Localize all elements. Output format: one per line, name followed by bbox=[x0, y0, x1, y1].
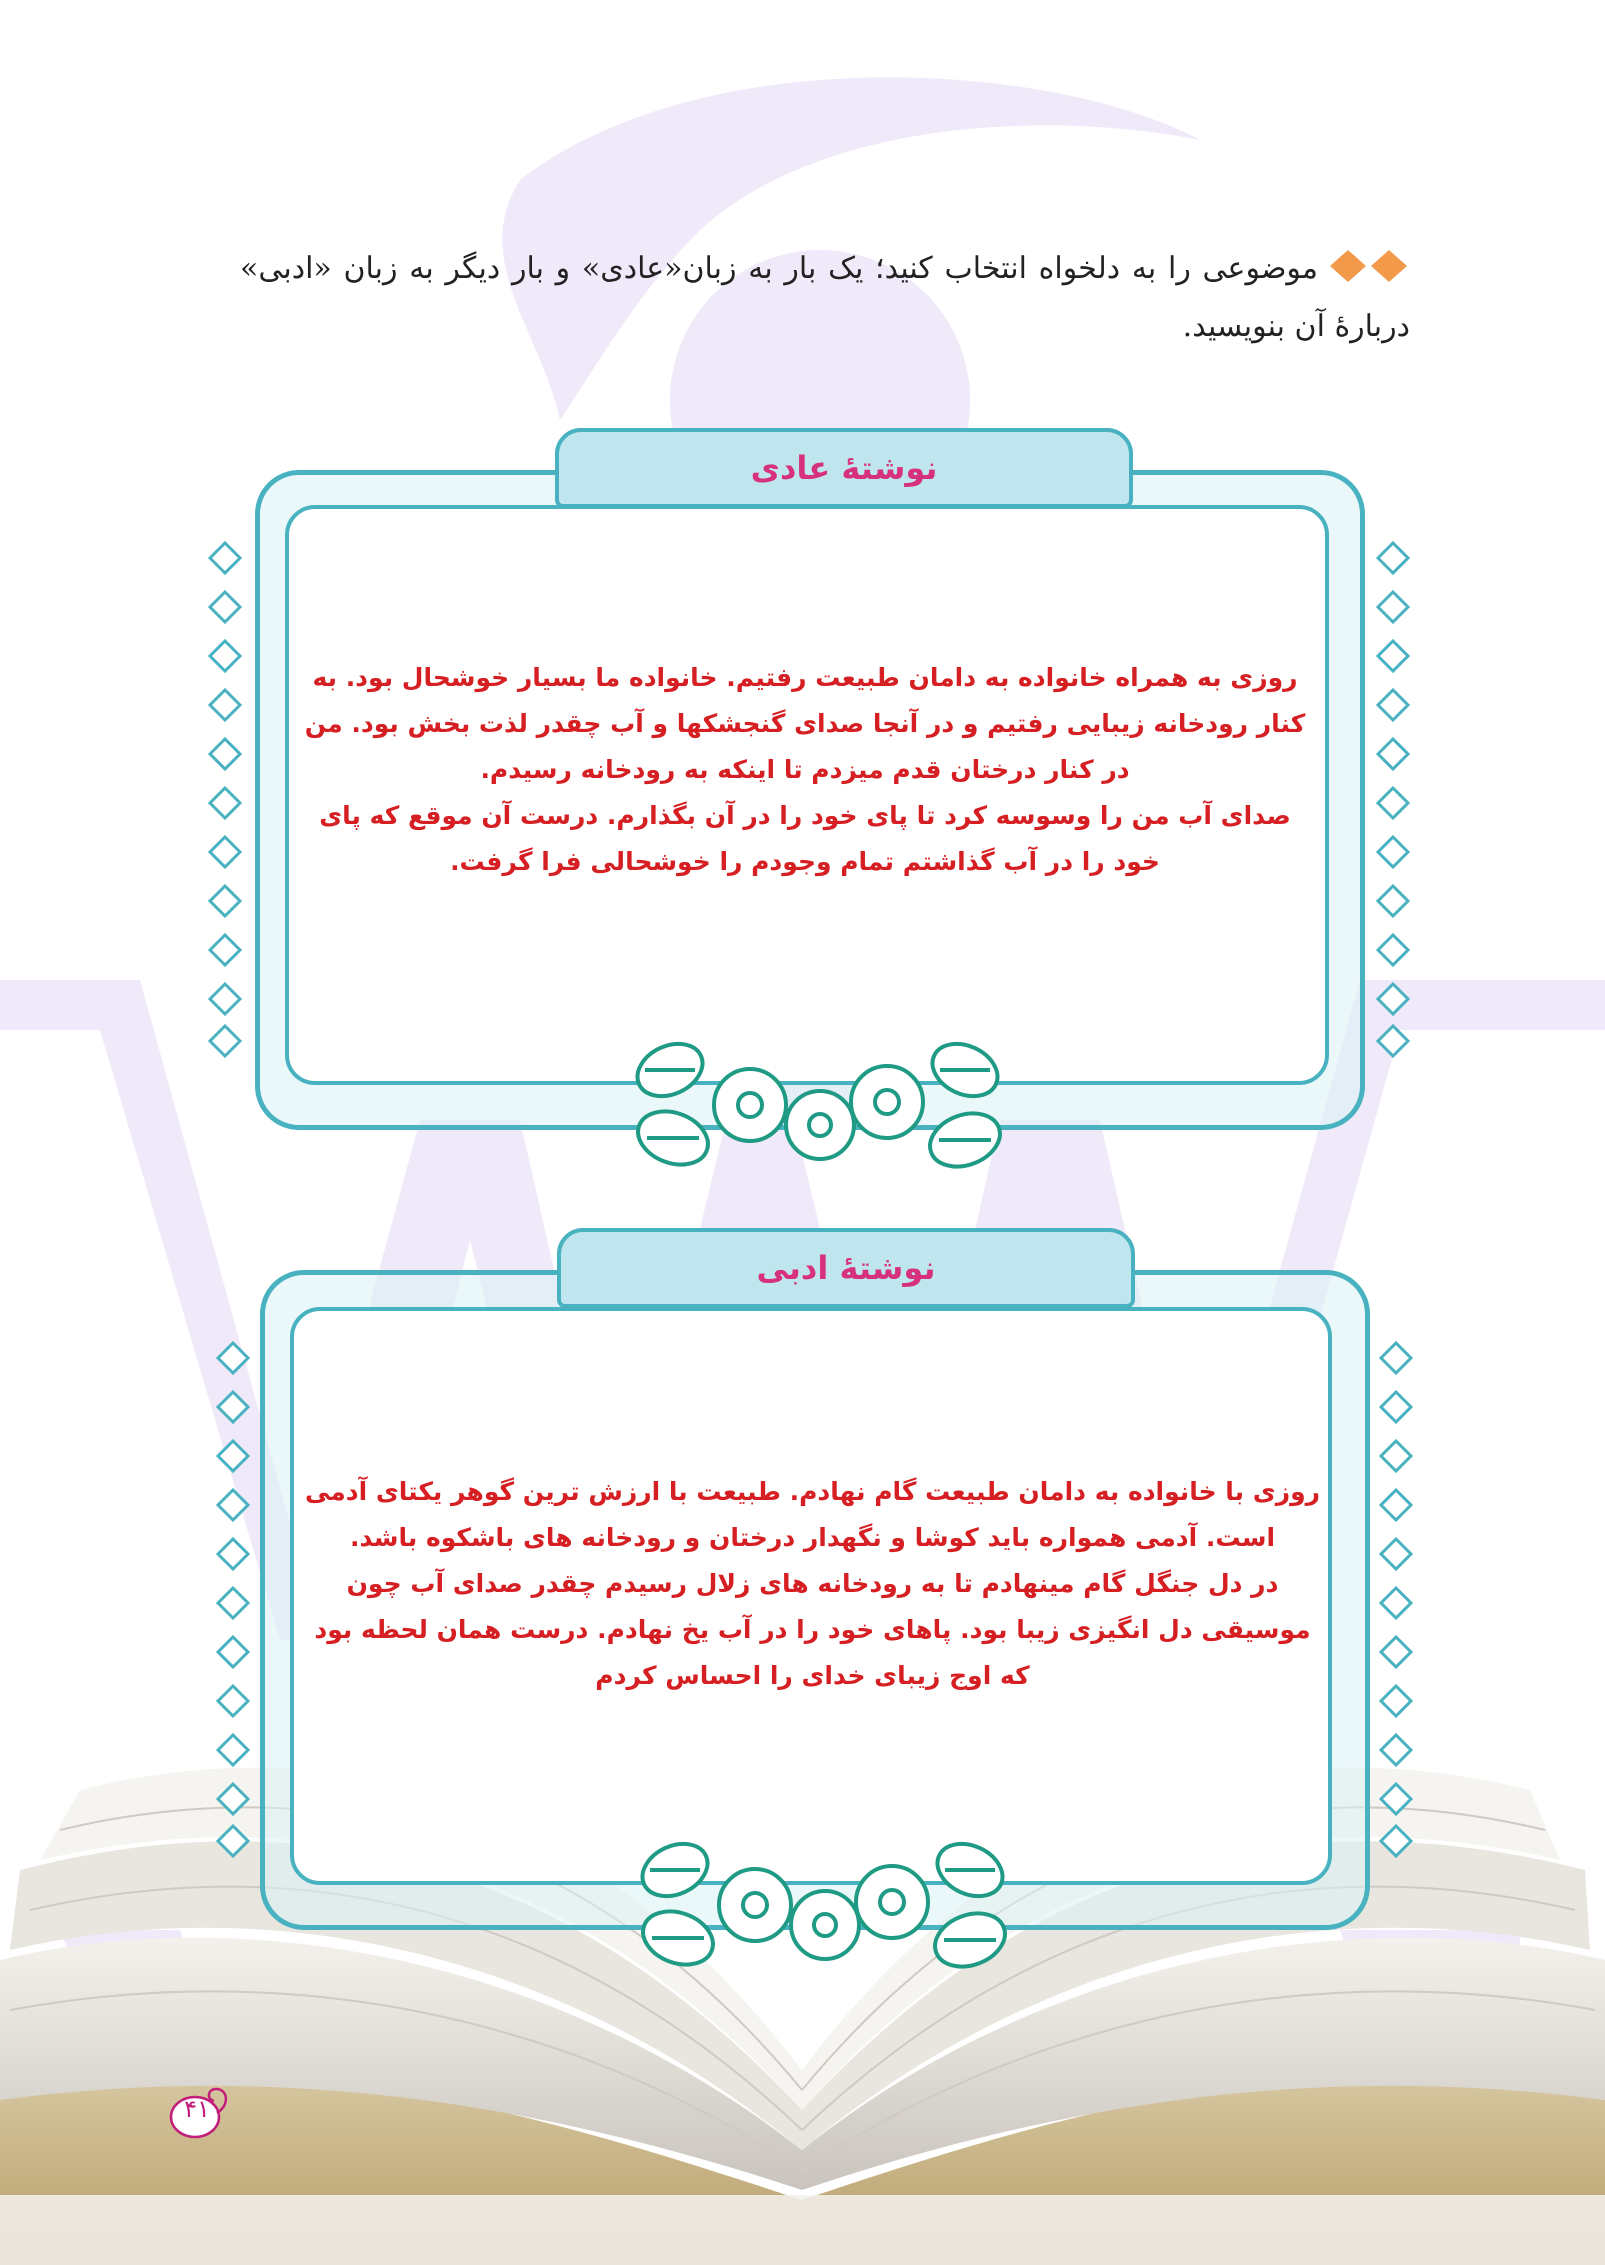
box-title-tab bbox=[557, 1228, 1135, 1308]
diamond-border-right-icon bbox=[1375, 540, 1411, 1060]
box-content bbox=[295, 655, 1315, 885]
normal-writing-box bbox=[205, 425, 1415, 1200]
box-title: نوشتۀ ادبی bbox=[756, 1249, 936, 1287]
paragraph: روزی با خانواده به دامان طبیعت گام نهادم. طبیعت با ارزش ترین گوهر یکتای آدمی است. آدمی همواره باید کوشا و نگهدار درختان و رودخانه های باشکوه باشد. bbox=[304, 1477, 1321, 1552]
flower-ornament-icon bbox=[630, 1830, 1020, 1990]
diamond-border-right-icon bbox=[1378, 1340, 1414, 1860]
instruction-paragraph bbox=[240, 240, 1410, 356]
page-number: ۴۱ bbox=[184, 2095, 210, 2123]
instruction-text: موضوعی را به دلخواه انتخاب کنید؛ یک بار به زبان«عادی» و بار دیگر به زبان «ادبی» دربارۀ آن بنویسید. bbox=[240, 251, 1410, 344]
diamond-border-left-icon bbox=[207, 540, 243, 1060]
box-title: نوشتۀ عادی bbox=[750, 449, 938, 487]
paragraph: روزی به همراه خانواده به دامان طبیعت رفتیم. خانواده ما بسیار خوشحال بود. به کنار رودخانه زیبایی رفتیم و در آنجا صدای گنجشکها و آب چقدر لذت بخش بود. من در کنار درختان قدم میزدم تا اینکه به رودخانه رسیدم. bbox=[304, 663, 1306, 784]
paragraph: در دل جنگل گام مینهادم تا به رودخانه های زلال رسیدم چقدر صدای آب چون موسیقی دل انگیزی زیبا بود. پاهای خود را در آب یخ نهادم. درست همان لحظه بود که اوج زیبای خدای را احساس کردم bbox=[314, 1569, 1311, 1690]
flower-ornament-icon bbox=[625, 1030, 1015, 1190]
box-title-tab bbox=[555, 428, 1133, 508]
diamond-border-left-icon bbox=[215, 1340, 251, 1860]
bullet-diamonds-icon bbox=[1328, 248, 1410, 284]
page-number-badge bbox=[162, 2083, 232, 2143]
box-content bbox=[300, 1469, 1325, 1699]
literary-writing-box bbox=[205, 1225, 1415, 2000]
paragraph: صدای آب من را وسوسه کرد تا پای خود را در آن بگذارم. درست آن موقع که پای خود را در آب گذاشتم تمام وجودم را خوشحالی فرا گرفت. bbox=[319, 801, 1291, 876]
